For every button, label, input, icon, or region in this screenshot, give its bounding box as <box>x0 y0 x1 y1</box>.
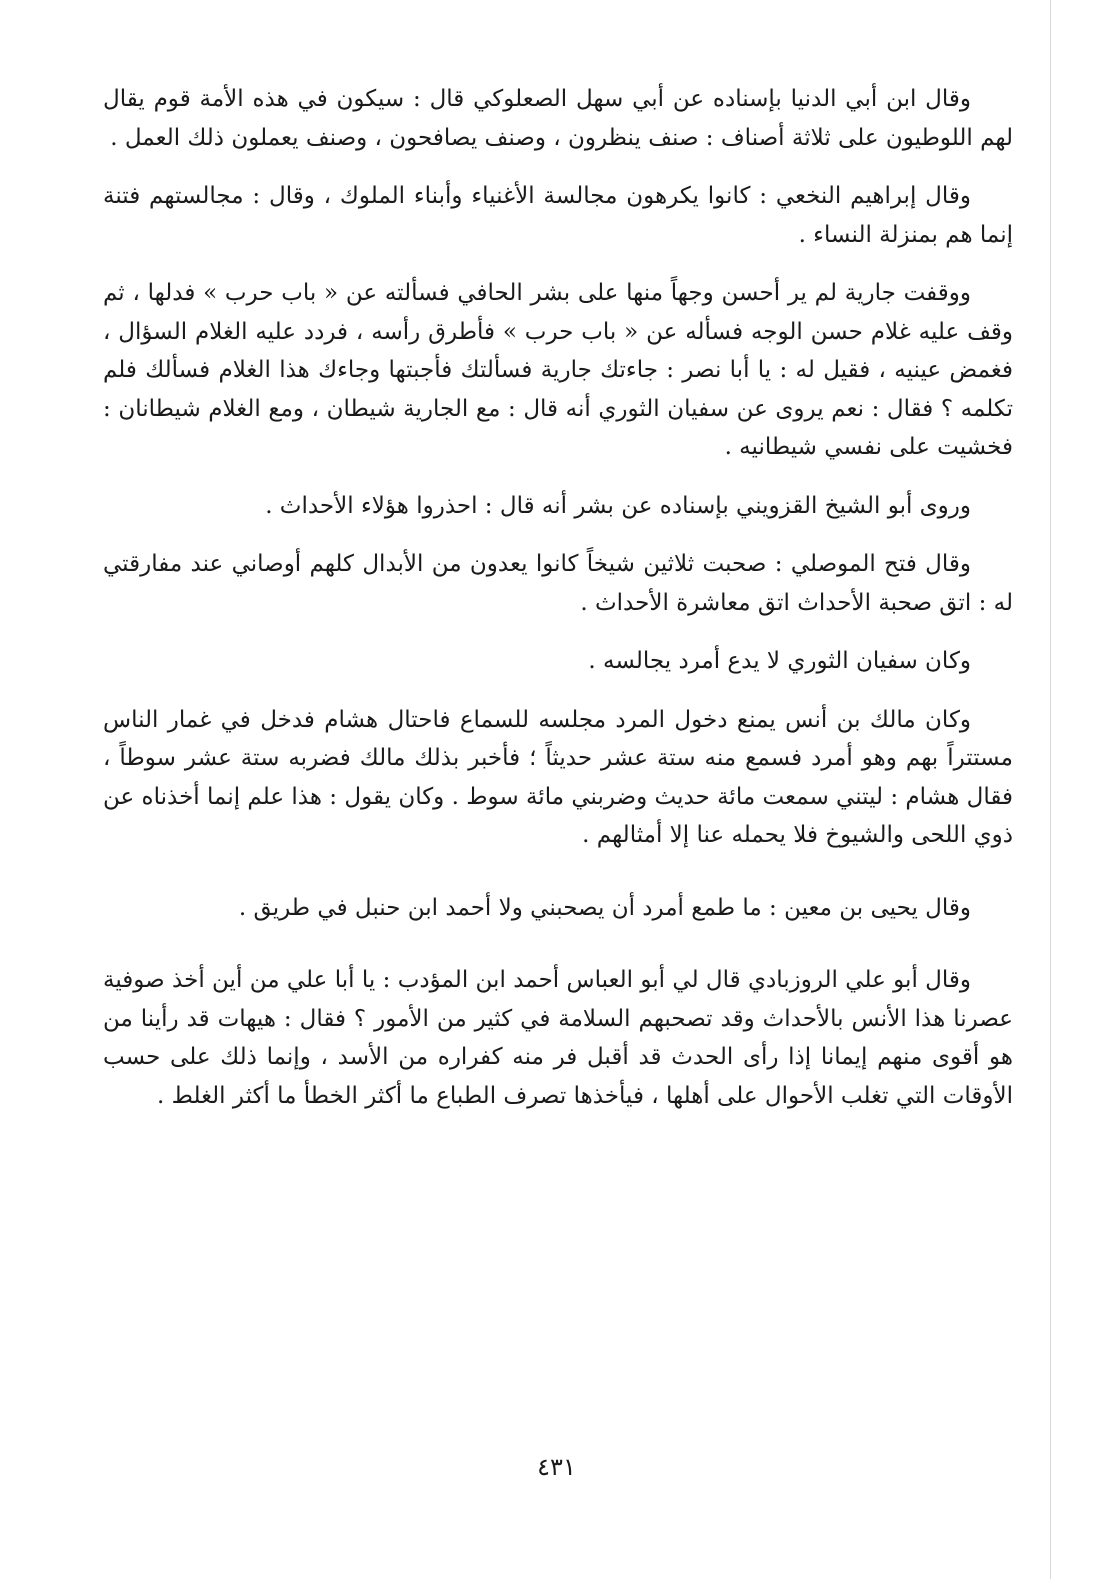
scan-edge-line <box>1050 0 1051 1579</box>
paragraph-6: وكان سفيان الثوري لا يدع أمرد يجالسه . <box>588 648 971 674</box>
paragraph-3: ووقفت جارية لم ير أحسن وجهاً منها على بشر الحافي فسألته عن « باب حرب » فدلها ، ثم وقف عليه غلام حسن الوجه فسأله عن « باب حرب » فأطرق رأسه ، فردد عليه الغلام السؤال ، فغمض عينيه ، فقيل له : يا أبا نصر : جاءتك جارية فسألتك فأجبتها وجاءك هذا الغلام فسألك فلم تكلمه ؟ فقال : نعم يروى عن سفيان الثوري أنه قال : مع الجارية شيطان ، ومع الغلام شيطانان : فخشيت على نفسي شيطانيه . <box>103 280 1013 460</box>
paragraph-4: وروى أبو الشيخ القزويني بإسناده عن بشر أنه قال : احذروا هؤلاء الأحداث . <box>265 492 971 519</box>
page-body <box>103 80 1013 1135</box>
paragraph-5: وقال فتح الموصلي : صحبت ثلاثين شيخاً كانوا يعدون من الأبدال كلهم أوصاني عند مفارقتي له : اتق صحبة الأحداث اتق معاشرة الأحداث . <box>103 551 1013 616</box>
paragraph-8: وقال يحيى بن معين : ما طمع أمرد أن يصحبني ولا أحمد ابن حنبل في طريق . <box>238 894 971 921</box>
paragraph-2: وقال إبراهيم النخعي : كانوا يكرهون مجالسة الأغنياء وأبناء الملوك ، وقال : مجالستهم فتنة إنما هم بمنزلة النساء . <box>103 183 1013 248</box>
page-number: ٤٣١ <box>537 1453 576 1481</box>
paragraph-9: وقال أبو علي الروزبادي قال لي أبو العباس أحمد ابن المؤدب : يا أبا علي من أين أخذ صوفية عصرنا هذا الأنس بالأحداث وقد تصحبهم السلامة في كثير من الأمور ؟ فقال : هيهات قد رأينا من هو أقوى منهم إيمانا إذا رأى الحدث قد أقبل فر منه كفراره من الأسد ، وإنما ذلك على حسب الأوقات التي تغلب الأحوال على أهلها ، فيأخذها تصرف الطباع ما أكثر الخطأ ما أكثر الغلط . <box>103 967 1013 1109</box>
paragraph-7: وكان مالك بن أنس يمنع دخول المرد مجلسه للسماع فاحتال هشام فدخل في غمار الناس مستتراً بهم وهو أمرد فسمع منه ستة عشر حديثاً ؛ فأخبر بذلك مالك فضربه ستة عشر سوطاً ، فقال هشام : ليتني سمعت مائة حديث وضربني مائة سوط . وكان يقول : هذا علم إنما أخذناه عن ذوي اللحى والشيوخ فلا يحمله عنا إلا أمثالهم . <box>103 706 1013 848</box>
paragraph-1: وقال ابن أبي الدنيا بإسناده عن أبي سهل الصعلوكي قال : سيكون في هذه الأمة قوم يقال لهم اللوطيون على ثلاثة أصناف : صنف ينظرون ، وصنف يصافحون ، وصنف يعملون ذلك العمل . <box>103 86 1013 151</box>
